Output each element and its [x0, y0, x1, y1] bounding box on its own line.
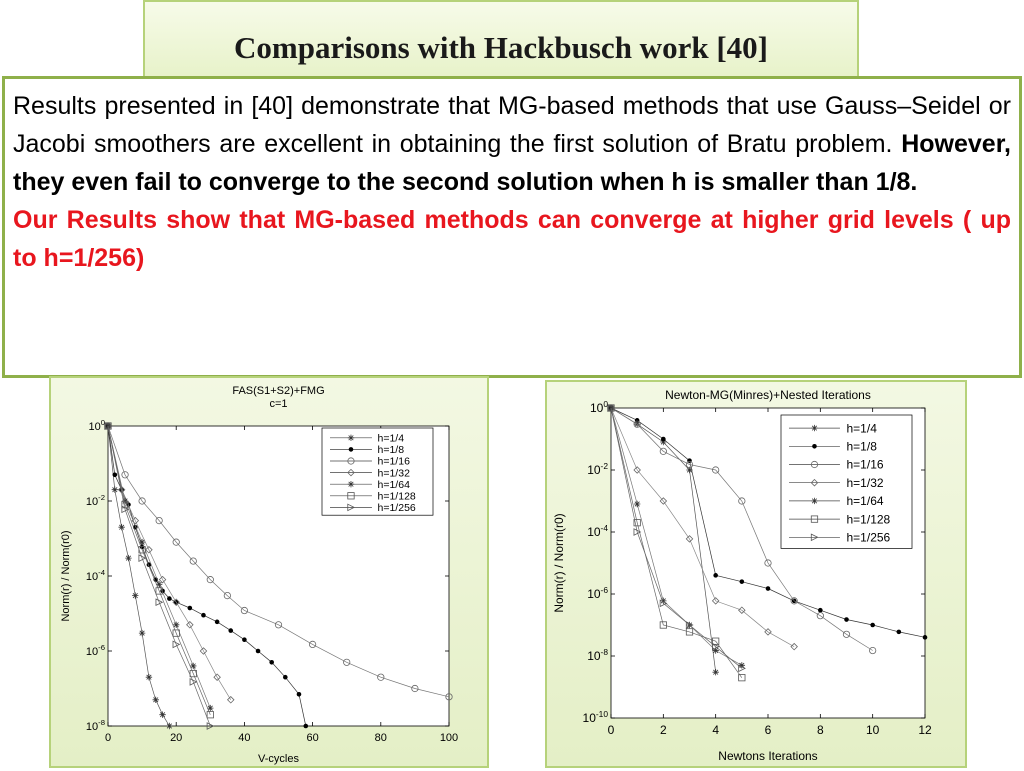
series-point — [870, 623, 875, 628]
y-tick-label: $10^{-6}$ — [587, 584, 608, 602]
series-point — [256, 649, 261, 654]
series-point — [215, 620, 220, 625]
chart-title: FAS(S1+S2)+FMG — [232, 385, 325, 397]
legend-label: h=1/64 — [377, 478, 410, 491]
series-point — [228, 628, 233, 633]
paragraph-normal-text: Results presented in [40] demonstrate that MG-based methods that use Gauss–Seidel or Jacobi smoothers are excellent in obtaining the first solution of Bratu problem. — [13, 92, 1011, 158]
legend-label: h=1/8 — [846, 439, 877, 454]
series-point — [242, 637, 247, 642]
series-point — [844, 617, 849, 622]
x-tick-label: 80 — [374, 732, 387, 744]
newton-chart-panel — [545, 380, 967, 768]
x-tick-label: 4 — [712, 723, 720, 737]
legend-label: h=1/256 — [846, 530, 891, 545]
series-point — [201, 613, 206, 618]
series-point — [118, 524, 124, 530]
legend-label: h=1/128 — [846, 512, 891, 527]
legend-label: h=1/4 — [377, 432, 405, 445]
legend-label: h=1/4 — [846, 421, 877, 436]
series-point — [818, 608, 823, 613]
x-tick-label: 0 — [607, 723, 615, 737]
newton-chart — [547, 382, 965, 766]
y-tick-label: $10^0$ — [589, 398, 608, 416]
y-tick-label: $10^{-4}$ — [587, 522, 608, 540]
x-tick-label: 20 — [170, 732, 183, 744]
series-point — [159, 712, 165, 718]
legend-marker — [348, 435, 354, 441]
legend-label: h=1/16 — [846, 457, 884, 472]
series-point — [303, 724, 308, 729]
legend-label: h=1/64 — [846, 494, 884, 509]
legend-label: h=1/32 — [846, 475, 884, 490]
series-point — [897, 630, 902, 635]
legend-label: h=1/32 — [377, 467, 410, 480]
series-point — [167, 596, 172, 601]
fas-chart-panel — [49, 376, 489, 768]
summary-text-box — [2, 76, 1022, 378]
paragraph-bold-text: However, they even fail to converge to the second solution when h is smaller than 1/8. — [13, 130, 1011, 196]
series-point — [146, 674, 152, 680]
y-tick-label: $10^0$ — [88, 417, 105, 433]
legend-marker — [349, 447, 354, 452]
legend-label: h=1/128 — [377, 490, 416, 503]
series-point — [112, 487, 118, 493]
x-axis-label: Newtons Iterations — [718, 749, 818, 763]
series-point — [923, 635, 928, 640]
chart-title: Newton-MG(Minres)+Nested Iterations — [665, 388, 871, 402]
series-point — [132, 592, 138, 598]
legend-marker — [348, 481, 354, 487]
highlight-paragraph — [13, 201, 1011, 277]
x-tick-label: 100 — [439, 732, 459, 744]
y-tick-label: $10^{-10}$ — [582, 708, 608, 726]
legend-marker — [811, 425, 817, 431]
x-tick-label: 6 — [764, 723, 772, 737]
chart-subtitle: c=1 — [269, 398, 288, 410]
x-tick-label: 60 — [306, 732, 319, 744]
series-point — [712, 669, 718, 675]
series-point — [269, 660, 274, 665]
series-point — [661, 437, 666, 442]
series-point — [687, 458, 692, 463]
series-point — [207, 705, 213, 711]
y-tick-label: $10^{-8}$ — [85, 717, 105, 733]
legend-marker — [812, 444, 817, 449]
y-tick-label: $10^{-4}$ — [85, 567, 105, 583]
x-tick-label: 10 — [865, 723, 880, 737]
series-point — [153, 697, 159, 703]
legend-label: h=1/16 — [377, 455, 410, 468]
y-tick-label: $10^{-6}$ — [85, 642, 105, 658]
series-point — [634, 501, 640, 507]
series-point — [156, 581, 162, 587]
y-axis-label: Norm(r) / Norm(r0) — [60, 530, 72, 622]
series-point — [125, 555, 131, 561]
x-tick-label: 40 — [238, 732, 251, 744]
y-axis-label: Norm(r) / Norm(r0) — [552, 513, 566, 613]
legend-label: h=1/8 — [377, 444, 405, 457]
x-tick-label: 2 — [659, 723, 667, 737]
summary-paragraph — [13, 87, 1011, 201]
series-point — [188, 606, 193, 611]
x-tick-label: 0 — [104, 732, 112, 744]
series-point — [139, 630, 145, 636]
series-point — [740, 579, 745, 584]
x-tick-label: 12 — [918, 723, 932, 737]
x-axis-label: V-cycles — [258, 753, 299, 765]
legend-marker — [811, 498, 817, 504]
series-point — [635, 418, 640, 423]
legend-label: h=1/256 — [377, 502, 416, 515]
series-point — [113, 472, 118, 477]
series-point — [766, 586, 771, 591]
series-point — [297, 692, 302, 697]
y-tick-label: $10^{-8}$ — [587, 646, 608, 664]
y-tick-label: $10^{-2}$ — [587, 460, 608, 478]
series-point — [166, 723, 172, 729]
y-tick-label: $10^{-2}$ — [85, 492, 105, 508]
paragraph-red-text: Our Results show that MG-based methods can converge at higher grid levels ( up to h=1/256) — [13, 206, 1011, 272]
series-point — [713, 573, 718, 578]
title-panel — [143, 0, 859, 80]
slide-title: Comparisons with Hackbusch work [40] — [234, 30, 768, 65]
series-point — [283, 675, 288, 680]
x-tick-label: 8 — [816, 723, 824, 737]
fas-chart — [51, 378, 487, 766]
